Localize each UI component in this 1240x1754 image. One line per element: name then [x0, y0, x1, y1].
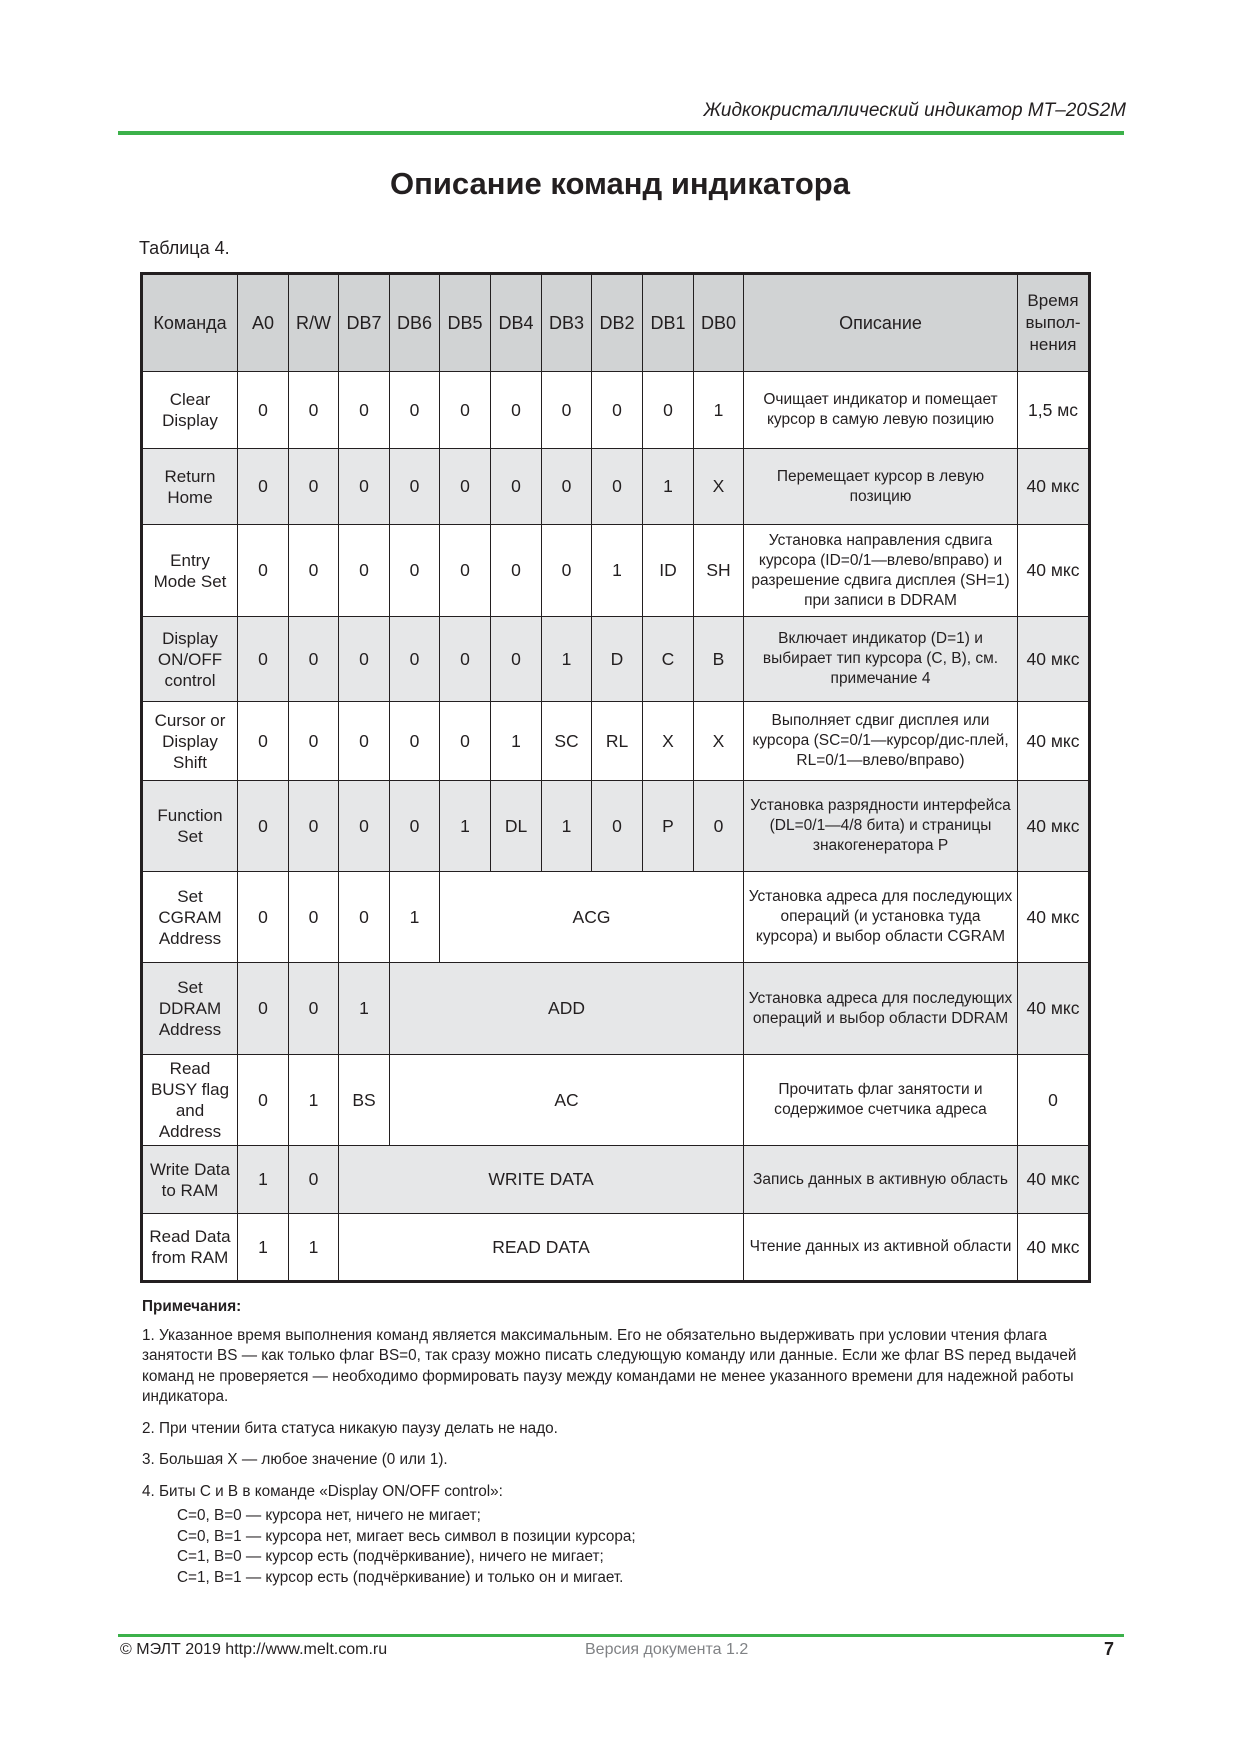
col-header-db3: DB3 — [542, 274, 592, 372]
command-description: Установка разрядности интерфейса (DL=0/1—4/8 бита) и страницы знакогенератора P — [744, 781, 1018, 872]
table-row — [142, 702, 1090, 781]
bit-db1: C — [643, 617, 694, 702]
table-row — [142, 1146, 1090, 1214]
bit-db0: B — [694, 617, 744, 702]
time-header-line: Время — [1027, 291, 1079, 310]
document-header-title: Жидкокристаллический индикатор MT–20S2M — [703, 100, 1126, 121]
note-item: 2. При чтении бита статуса никакую паузу делать не надо. — [142, 1419, 558, 1437]
bit-rw: 0 — [289, 372, 339, 449]
bit-db7: 0 — [339, 372, 390, 449]
bit-rw: 0 — [289, 781, 339, 872]
bit-db3: 1 — [542, 781, 592, 872]
bit-a0: 0 — [238, 872, 289, 963]
bit-db3: 1 — [542, 617, 592, 702]
read-data-field: READ DATA — [339, 1214, 744, 1282]
notes-section — [142, 1297, 1122, 1588]
address-counter-field: AC — [390, 1055, 744, 1146]
address-field-acg: ACG — [440, 872, 744, 963]
bit-a0: 0 — [238, 372, 289, 449]
execution-time: 40 мкс — [1018, 781, 1090, 872]
address-field-add: ADD — [390, 963, 744, 1055]
note-item: 4. Биты C и B в команде «Display ON/OFF control»: — [142, 1482, 503, 1500]
bit-a0: 0 — [238, 1055, 289, 1146]
table-row — [142, 1055, 1090, 1146]
bit-db6: 0 — [390, 781, 440, 872]
command-name: Set DDRAM Address — [142, 963, 238, 1055]
bit-a0: 0 — [238, 449, 289, 525]
bit-db6: 0 — [390, 449, 440, 525]
bit-db7: BS — [339, 1055, 390, 1146]
command-description: Установка адреса для последующих операций (и установка туда курсора) и выбор области CGRAM — [744, 872, 1018, 963]
bit-a0: 0 — [238, 525, 289, 617]
bit-db3: 0 — [542, 449, 592, 525]
bit-db4: 1 — [491, 702, 542, 781]
bit-rw: 0 — [289, 617, 339, 702]
command-description: Установка адреса для последующих операций и выбор области DDRAM — [744, 963, 1018, 1055]
bit-db0: 1 — [694, 372, 744, 449]
execution-time: 40 мкс — [1018, 963, 1090, 1055]
command-description: Прочитать флаг занятости и содержимое счетчика адреса — [744, 1055, 1018, 1146]
bit-db7: 0 — [339, 781, 390, 872]
footer-copyright: © МЭЛТ 2019 http://www.melt.com.ru — [120, 1641, 388, 1658]
bit-rw: 0 — [289, 525, 339, 617]
bit-db2: 1 — [592, 525, 643, 617]
bit-rw: 0 — [289, 963, 339, 1055]
write-data-field: WRITE DATA — [339, 1146, 744, 1214]
execution-time: 40 мкс — [1018, 525, 1090, 617]
bit-a0: 0 — [238, 617, 289, 702]
footer-divider — [118, 1634, 1124, 1637]
command-description: Установка направления сдвига курсора (ID=0/1—влево/вправо) и разрешение сдвига дисплея (SH=1) при записи в DDRAM — [744, 525, 1018, 617]
note-sub-item: C=1, B=0 — курсор есть (подчёркивание), ничего не мигает; — [177, 1548, 604, 1565]
bit-db5: 0 — [440, 617, 491, 702]
bit-a0: 0 — [238, 702, 289, 781]
bit-db0: SH — [694, 525, 744, 617]
bit-db4: 0 — [491, 372, 542, 449]
execution-time: 1,5 мс — [1018, 372, 1090, 449]
col-header-db5: DB5 — [440, 274, 491, 372]
bit-db1: ID — [643, 525, 694, 617]
table-row — [142, 872, 1090, 963]
col-header-db2: DB2 — [592, 274, 643, 372]
time-header-line: выпол- — [1025, 313, 1081, 332]
col-header-rw: R/W — [289, 274, 339, 372]
bit-db0: X — [694, 449, 744, 525]
bit-db7: 0 — [339, 872, 390, 963]
bit-rw: 0 — [289, 1146, 339, 1214]
table-row — [142, 781, 1090, 872]
col-header-a0: A0 — [238, 274, 289, 372]
command-description: Выполняет сдвиг дисплея или курсора (SC=0/1—курсор/дис-плей, RL=0/1—влево/вправо) — [744, 702, 1018, 781]
execution-time: 40 мкс — [1018, 1146, 1090, 1214]
bit-db7: 1 — [339, 963, 390, 1055]
execution-time: 0 — [1018, 1055, 1090, 1146]
bit-db2: 0 — [592, 449, 643, 525]
bit-db6: 1 — [390, 872, 440, 963]
header-divider — [118, 131, 1124, 135]
command-description: Запись данных в активную область — [744, 1146, 1018, 1214]
bit-db2: 0 — [592, 372, 643, 449]
bit-db5: 1 — [440, 781, 491, 872]
bit-db3: 0 — [542, 372, 592, 449]
table-row — [142, 963, 1090, 1055]
bit-db4: DL — [491, 781, 542, 872]
bit-rw: 0 — [289, 702, 339, 781]
command-name: Display ON/OFF control — [142, 617, 238, 702]
bit-db1: X — [643, 702, 694, 781]
bit-db5: 0 — [440, 372, 491, 449]
command-name: Read Data from RAM — [142, 1214, 238, 1282]
execution-time: 40 мкс — [1018, 617, 1090, 702]
bit-a0: 0 — [238, 963, 289, 1055]
bit-db0: 0 — [694, 781, 744, 872]
table-row — [142, 449, 1090, 525]
bit-db6: 0 — [390, 702, 440, 781]
bit-db1: 0 — [643, 372, 694, 449]
col-header-db4: DB4 — [491, 274, 542, 372]
col-header-db1: DB1 — [643, 274, 694, 372]
bit-db2: D — [592, 617, 643, 702]
bit-db3: 0 — [542, 525, 592, 617]
bit-a0: 0 — [238, 781, 289, 872]
col-header-db6: DB6 — [390, 274, 440, 372]
commands-table — [140, 272, 1091, 1283]
bit-a0: 1 — [238, 1146, 289, 1214]
execution-time: 40 мкс — [1018, 702, 1090, 781]
command-description: Включает индикатор (D=1) и выбирает тип курсора (C, B), см. примечание 4 — [744, 617, 1018, 702]
page-number: 7 — [1103, 1639, 1114, 1659]
note-sub-item: C=0, B=1 — курсора нет, мигает весь символ в позиции курсора; — [177, 1527, 636, 1545]
note-sub-item: C=1, B=1 — курсор есть (подчёркивание) и только он и мигает. — [177, 1568, 624, 1586]
table-row — [142, 617, 1090, 702]
bit-rw: 0 — [289, 872, 339, 963]
note-item: 3. Большая X — любое значение (0 или 1). — [142, 1451, 448, 1468]
bit-a0: 1 — [238, 1214, 289, 1282]
execution-time: 40 мкс — [1018, 1214, 1090, 1282]
bit-db7: 0 — [339, 617, 390, 702]
bit-db5: 0 — [440, 449, 491, 525]
bit-rw: 1 — [289, 1055, 339, 1146]
command-description: Чтение данных из активной области — [744, 1214, 1018, 1282]
col-header-command: Команда — [142, 274, 238, 372]
bit-db6: 0 — [390, 617, 440, 702]
execution-time: 40 мкс — [1018, 872, 1090, 963]
command-name: Cursor or Display Shift — [142, 702, 238, 781]
command-name: Return Home — [142, 449, 238, 525]
bit-db1: P — [643, 781, 694, 872]
notes-title: Примечания: — [142, 1298, 242, 1315]
bit-db7: 0 — [339, 525, 390, 617]
bit-db4: 0 — [491, 617, 542, 702]
bit-db5: 0 — [440, 525, 491, 617]
bit-db5: 0 — [440, 702, 491, 781]
table-caption: Таблица 4. — [139, 238, 230, 258]
page-title: Описание команд индикатора — [390, 166, 850, 201]
col-header-description: Описание — [744, 274, 1018, 372]
command-name: Clear Display — [142, 372, 238, 449]
bit-db6: 0 — [390, 525, 440, 617]
bit-db4: 0 — [491, 449, 542, 525]
col-header-db7: DB7 — [339, 274, 390, 372]
bit-db3: SC — [542, 702, 592, 781]
bit-rw: 0 — [289, 449, 339, 525]
note-sub-item: C=0, B=0 — курсора нет, ничего не мигает; — [177, 1507, 481, 1524]
col-header-db0: DB0 — [694, 274, 744, 372]
time-header-line: нения — [1029, 335, 1077, 354]
table-row — [142, 372, 1090, 449]
execution-time: 40 мкс — [1018, 449, 1090, 525]
command-name: Write Data to RAM — [142, 1146, 238, 1214]
command-description: Перемещает курсор в левую позицию — [744, 449, 1018, 525]
bit-db1: 1 — [643, 449, 694, 525]
footer-version: Версия документа 1.2 — [585, 1641, 749, 1658]
command-description: Очищает индикатор и помещает курсор в самую левую позицию — [744, 372, 1018, 449]
command-name: Entry Mode Set — [142, 525, 238, 617]
bit-db2: RL — [592, 702, 643, 781]
bit-db4: 0 — [491, 525, 542, 617]
bit-db7: 0 — [339, 702, 390, 781]
command-name: Set CGRAM Address — [142, 872, 238, 963]
command-name: Function Set — [142, 781, 238, 872]
table-row — [142, 525, 1090, 617]
command-name: Read BUSY flag and Address — [142, 1055, 238, 1146]
table-row — [142, 1214, 1090, 1282]
bit-db0: X — [694, 702, 744, 781]
bit-db2: 0 — [592, 781, 643, 872]
bit-rw: 1 — [289, 1214, 339, 1282]
table-header-row — [142, 274, 1090, 372]
bit-db6: 0 — [390, 372, 440, 449]
bit-db7: 0 — [339, 449, 390, 525]
col-header-time — [1018, 274, 1090, 372]
note-item: 1. Указанное время выполнения команд является максимальным. Его не обязательно выдерживать при условии чтения флага занятости BS — как только флаг BS=0, так сразу можно писать следующую команду или данные. Если же флаг BS перед выдачей команд не проверяется — необходимо формировать паузу между командами не менее указанного времени для надежной работы индикатора. — [142, 1326, 1077, 1405]
